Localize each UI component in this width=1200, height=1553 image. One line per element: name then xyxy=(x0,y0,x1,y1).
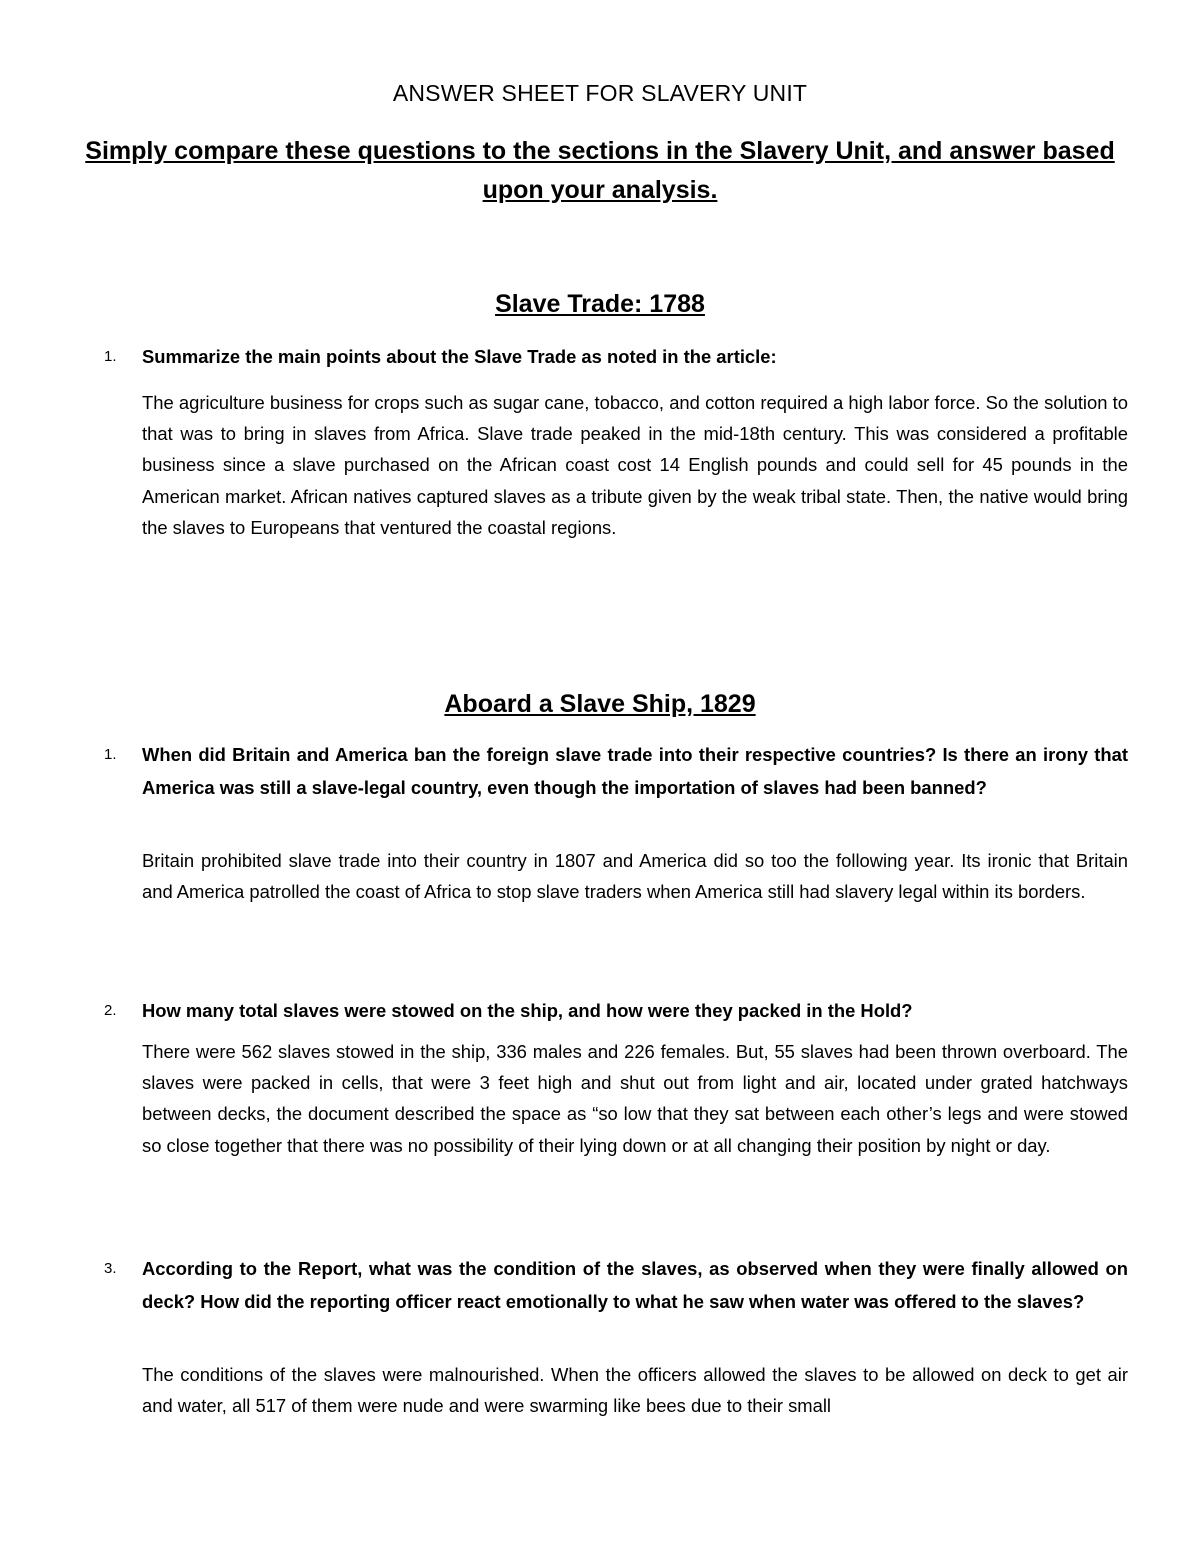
question-number: 1. xyxy=(104,746,117,763)
answer-text: The agriculture business for crops such as sugar cane, tobacco, and cotton required a high labor force. So the solution to that was to bring in slaves from Africa. Slave trade peaked in the mid-18th century. This was considered a profitable business since a slave purchased on the African coast cost 14 English pounds and could sell for 45 pounds in the American market. African natives captured slaves as a tribute given by the weak tribal state. Then, the native would bring the slaves to Europeans that ventured the coastal regions. xyxy=(142,392,1128,538)
question-text: How many total slaves were stowed on the ship, and how were they packed in the Hold? xyxy=(142,1000,913,1021)
question-number: 3. xyxy=(104,1260,117,1277)
question-text: Summarize the main points about the Slave Trade as noted in the article: xyxy=(142,346,777,367)
answer-text: There were 562 slaves stowed in the ship, 336 males and 226 females. But, 55 slaves had been thrown overboard. The slaves were packed in cells, that were 3 feet high and shut out from light and air, located under grated hatchways between decks, the document described the space as “so low that they sat between each other’s legs and were stowed so close together that there was no possibility of their lying down or at all changing their position by night or day. xyxy=(142,1041,1128,1156)
section-heading-slave-ship: Aboard a Slave Ship, 1829 xyxy=(444,690,756,718)
section-heading-slave-trade: Slave Trade: 1788 xyxy=(495,290,705,318)
question-number: 1. xyxy=(104,348,117,365)
document-subtitle: Simply compare these questions to the sections in the Slavery Unit, and answer based upon your analysis. xyxy=(85,137,1115,204)
question-text: When did Britain and America ban the foreign slave trade into their respective countries? Is there an irony that America was still a slave-legal country, even though the importation of slaves had been banned? xyxy=(142,744,1128,798)
answer-text: Britain prohibited slave trade into their country in 1807 and America did so too the following year. Its ironic that Britain and America patrolled the coast of Africa to stop slave traders when America still had slavery legal within its borders. xyxy=(142,850,1128,903)
question-text: According to the Report, what was the condition of the slaves, as observed when they were finally allowed on deck? How did the reporting officer react emotionally to what he saw when water was offered to the slaves? xyxy=(142,1258,1128,1312)
document-title: ANSWER SHEET FOR SLAVERY UNIT xyxy=(392,80,808,106)
question-number: 2. xyxy=(104,1002,117,1019)
answer-text: The conditions of the slaves were malnourished. When the officers allowed the slaves to be allowed on deck to get air and water, all 517 of them were nude and were swarming like bees due to their small xyxy=(142,1364,1128,1417)
